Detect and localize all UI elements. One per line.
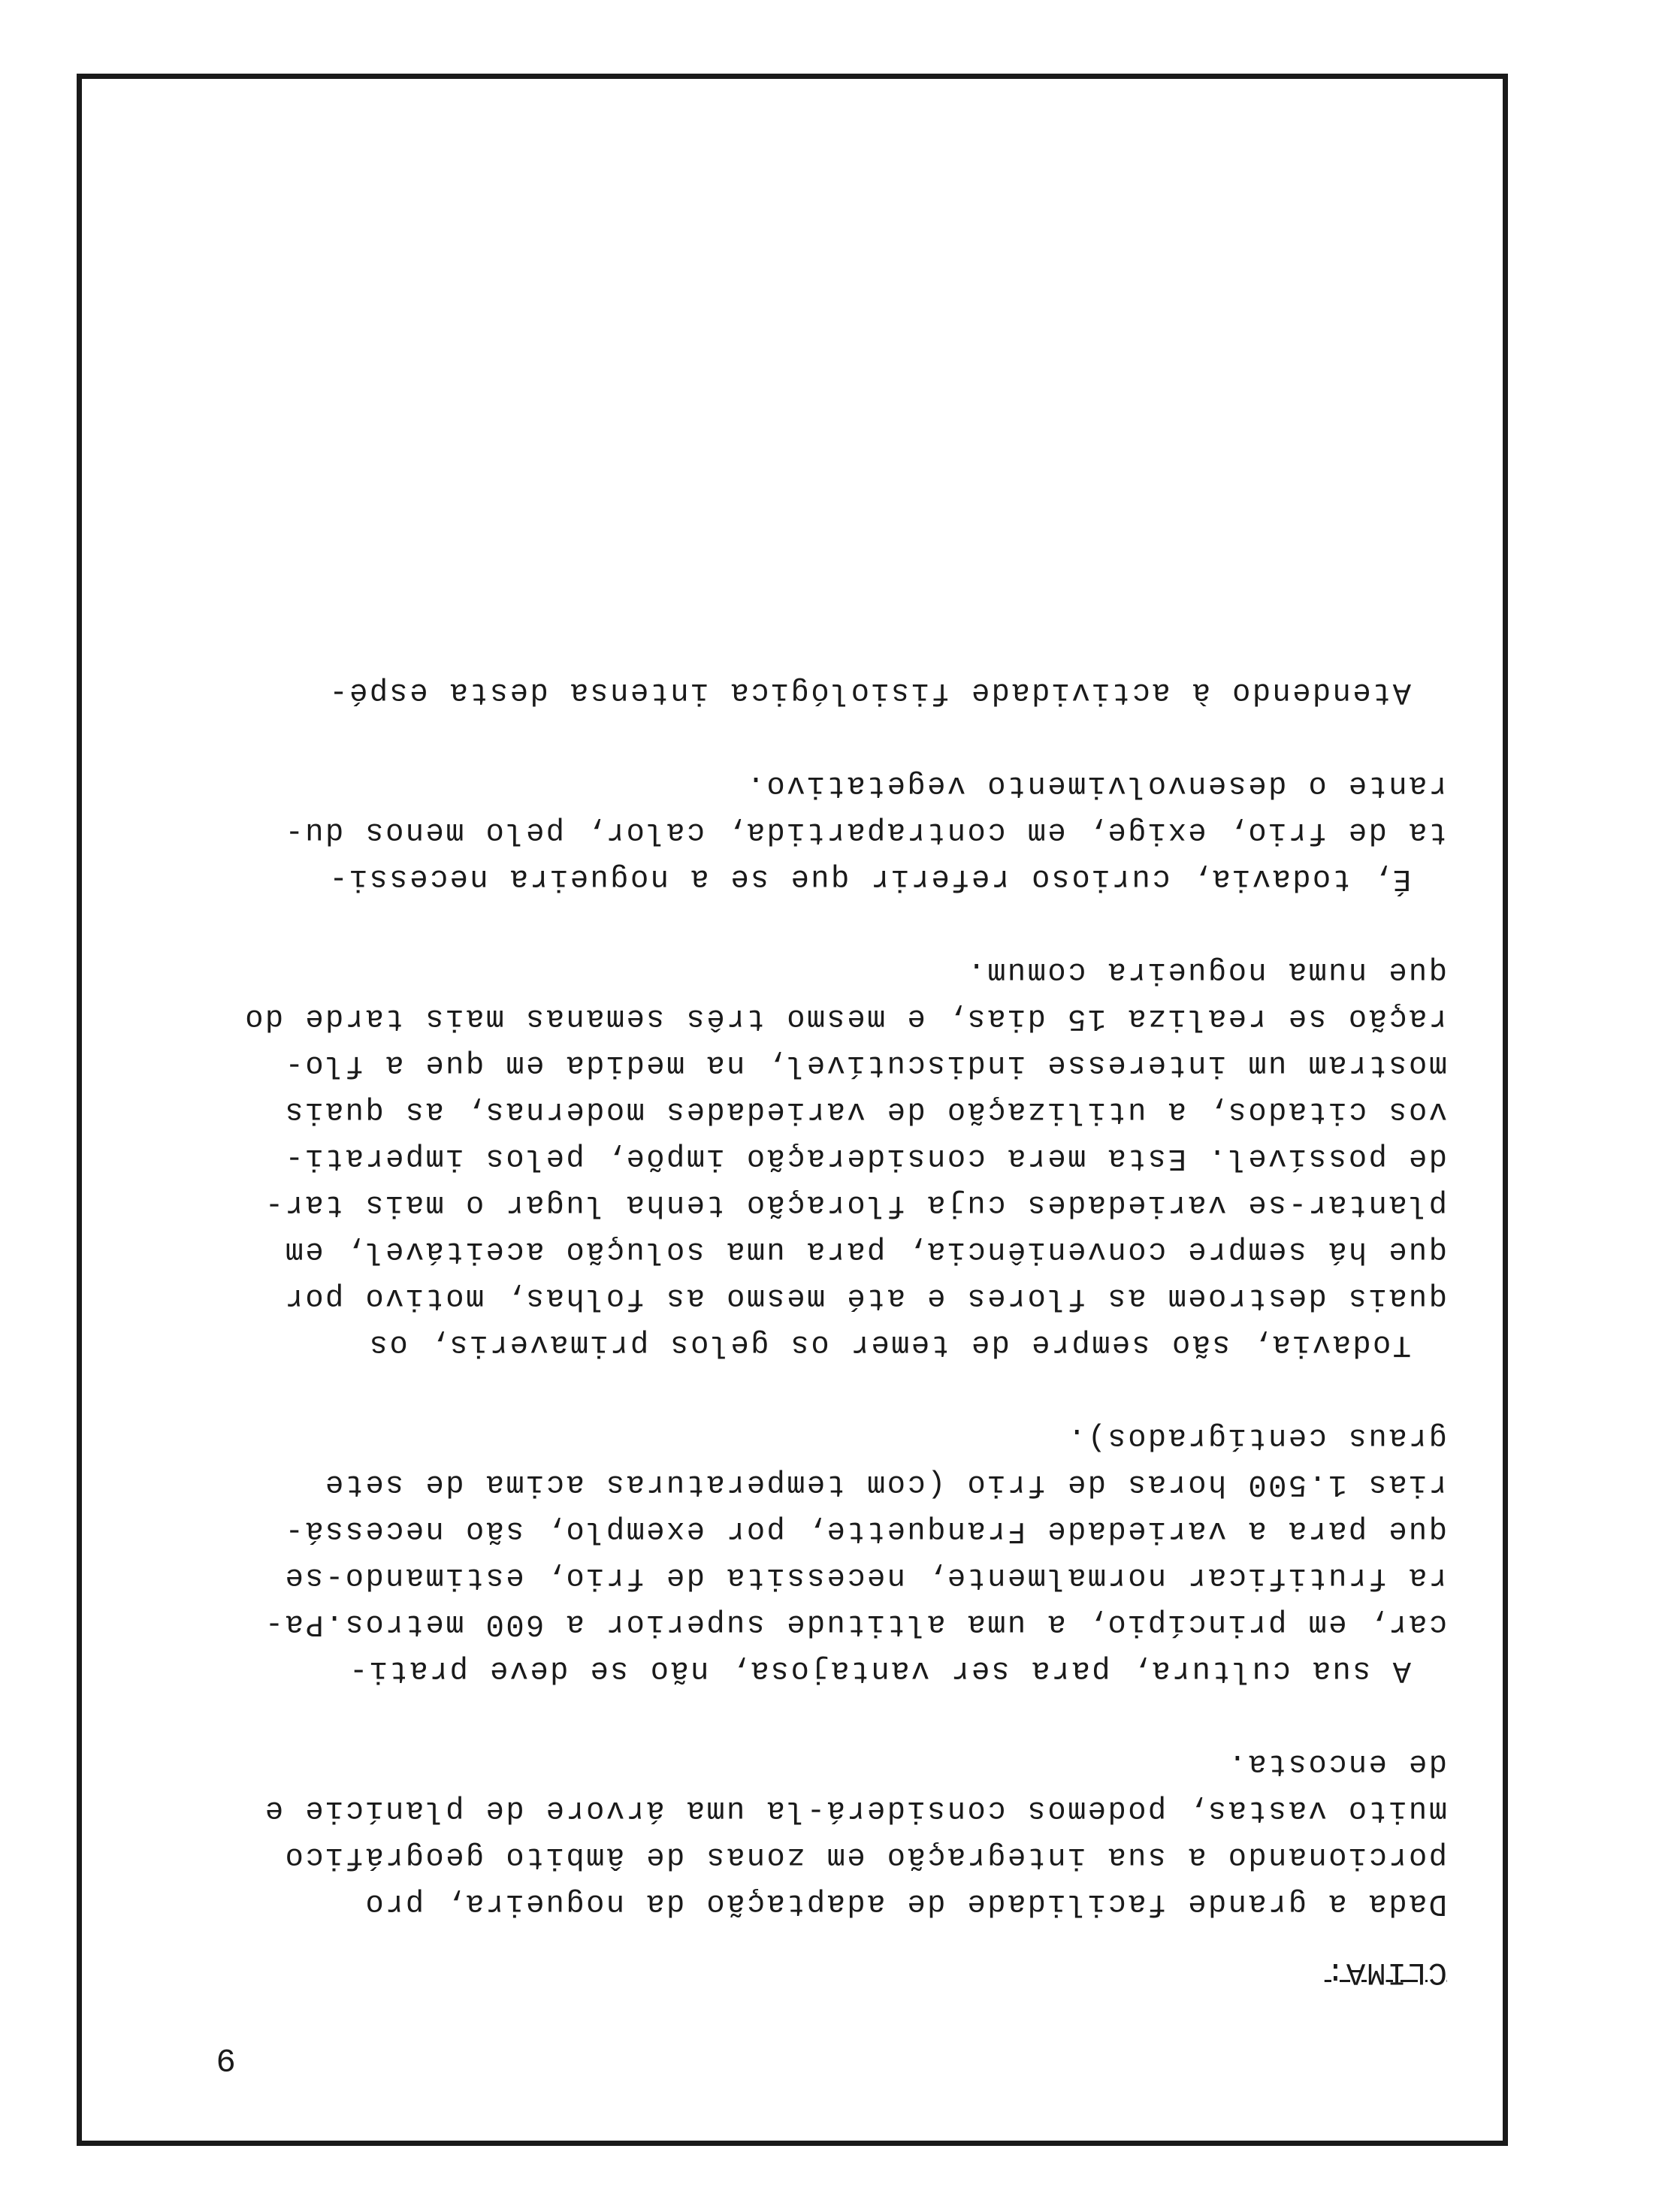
text-line: car, em princípio, a uma altitude superior a 600 metros.Pa-: [263, 1606, 1447, 1641]
text-line: Todavia, são sempre de temer os gelos primaveris, os: [367, 1327, 1411, 1361]
text-line: graus centígrados).: [1065, 1420, 1447, 1455]
text-line: Atendendo à actividade fisiológica intensa desta espé-: [327, 675, 1411, 709]
text-line: mostram um interesse indiscutível, na medida em que a flo-: [283, 1047, 1447, 1082]
body-text: [110, 669, 1447, 1926]
text-line: porcionando a sua integração em zonas de âmbito geográfico: [283, 1839, 1447, 1874]
paragraph-gap: [110, 715, 1447, 762]
text-line: que há sempre conveniência, para uma solução aceitável, em: [283, 1234, 1447, 1268]
paragraph-3: [110, 948, 1447, 1367]
text-line: A sua cultura, para ser vantajosa, não se deve prati-: [347, 1653, 1411, 1688]
text-line: de encosta.: [1226, 1746, 1447, 1781]
paragraph-4: [110, 762, 1447, 902]
text-line: rante o desenvolvimento vegetativo.: [745, 768, 1447, 802]
text-line: muito vastas, podemos considerá-la uma árvore de planície e: [263, 1793, 1447, 1827]
text-line: É, todavia, curioso referir que se a nogueira necessi-: [327, 861, 1411, 896]
text-line: ra frutificar normalmente, necessita de frio, estimando-se: [283, 1560, 1447, 1594]
text-line: ração se realiza 15 dias, e mesmo três semanas mais tarde do: [243, 1001, 1447, 1035]
text-line: quais destroem as flores e até mesmo as folhas, motivo por: [283, 1280, 1447, 1315]
paragraph-5: [110, 669, 1447, 715]
text-line: plantar-se variedades cuja floração tenha lugar o mais tar-: [263, 1187, 1447, 1222]
text-line: rias 1.500 horas de frio (com temperaturas acima de sete: [323, 1467, 1447, 1501]
paragraph-gap: [110, 902, 1447, 948]
text-line: que para a variedade Franquette, por exemplo, são necessá-: [283, 1513, 1447, 1548]
text-line: Dada a grande facilidade de adaptação da nogueira, pro: [363, 1886, 1447, 1920]
text-line: de possível. Esta mera consideração impõe, pelos imperati-: [283, 1141, 1447, 1175]
page-number: 9: [214, 2039, 236, 2077]
section-title: CLIMA:: [1324, 1954, 1447, 1990]
text-line: ta de frio, exige, em contrapartida, calor, pelo menos du-: [283, 814, 1447, 849]
text-line: vos citados, a utilização de variedades modernas, as quais: [283, 1094, 1447, 1129]
paragraph-gap: [110, 1367, 1447, 1414]
paragraph-1: [110, 1740, 1447, 1926]
text-line: que numa nogueira comum.: [965, 954, 1447, 989]
paragraph-2: [110, 1414, 1447, 1694]
paragraph-gap: [110, 1694, 1447, 1740]
